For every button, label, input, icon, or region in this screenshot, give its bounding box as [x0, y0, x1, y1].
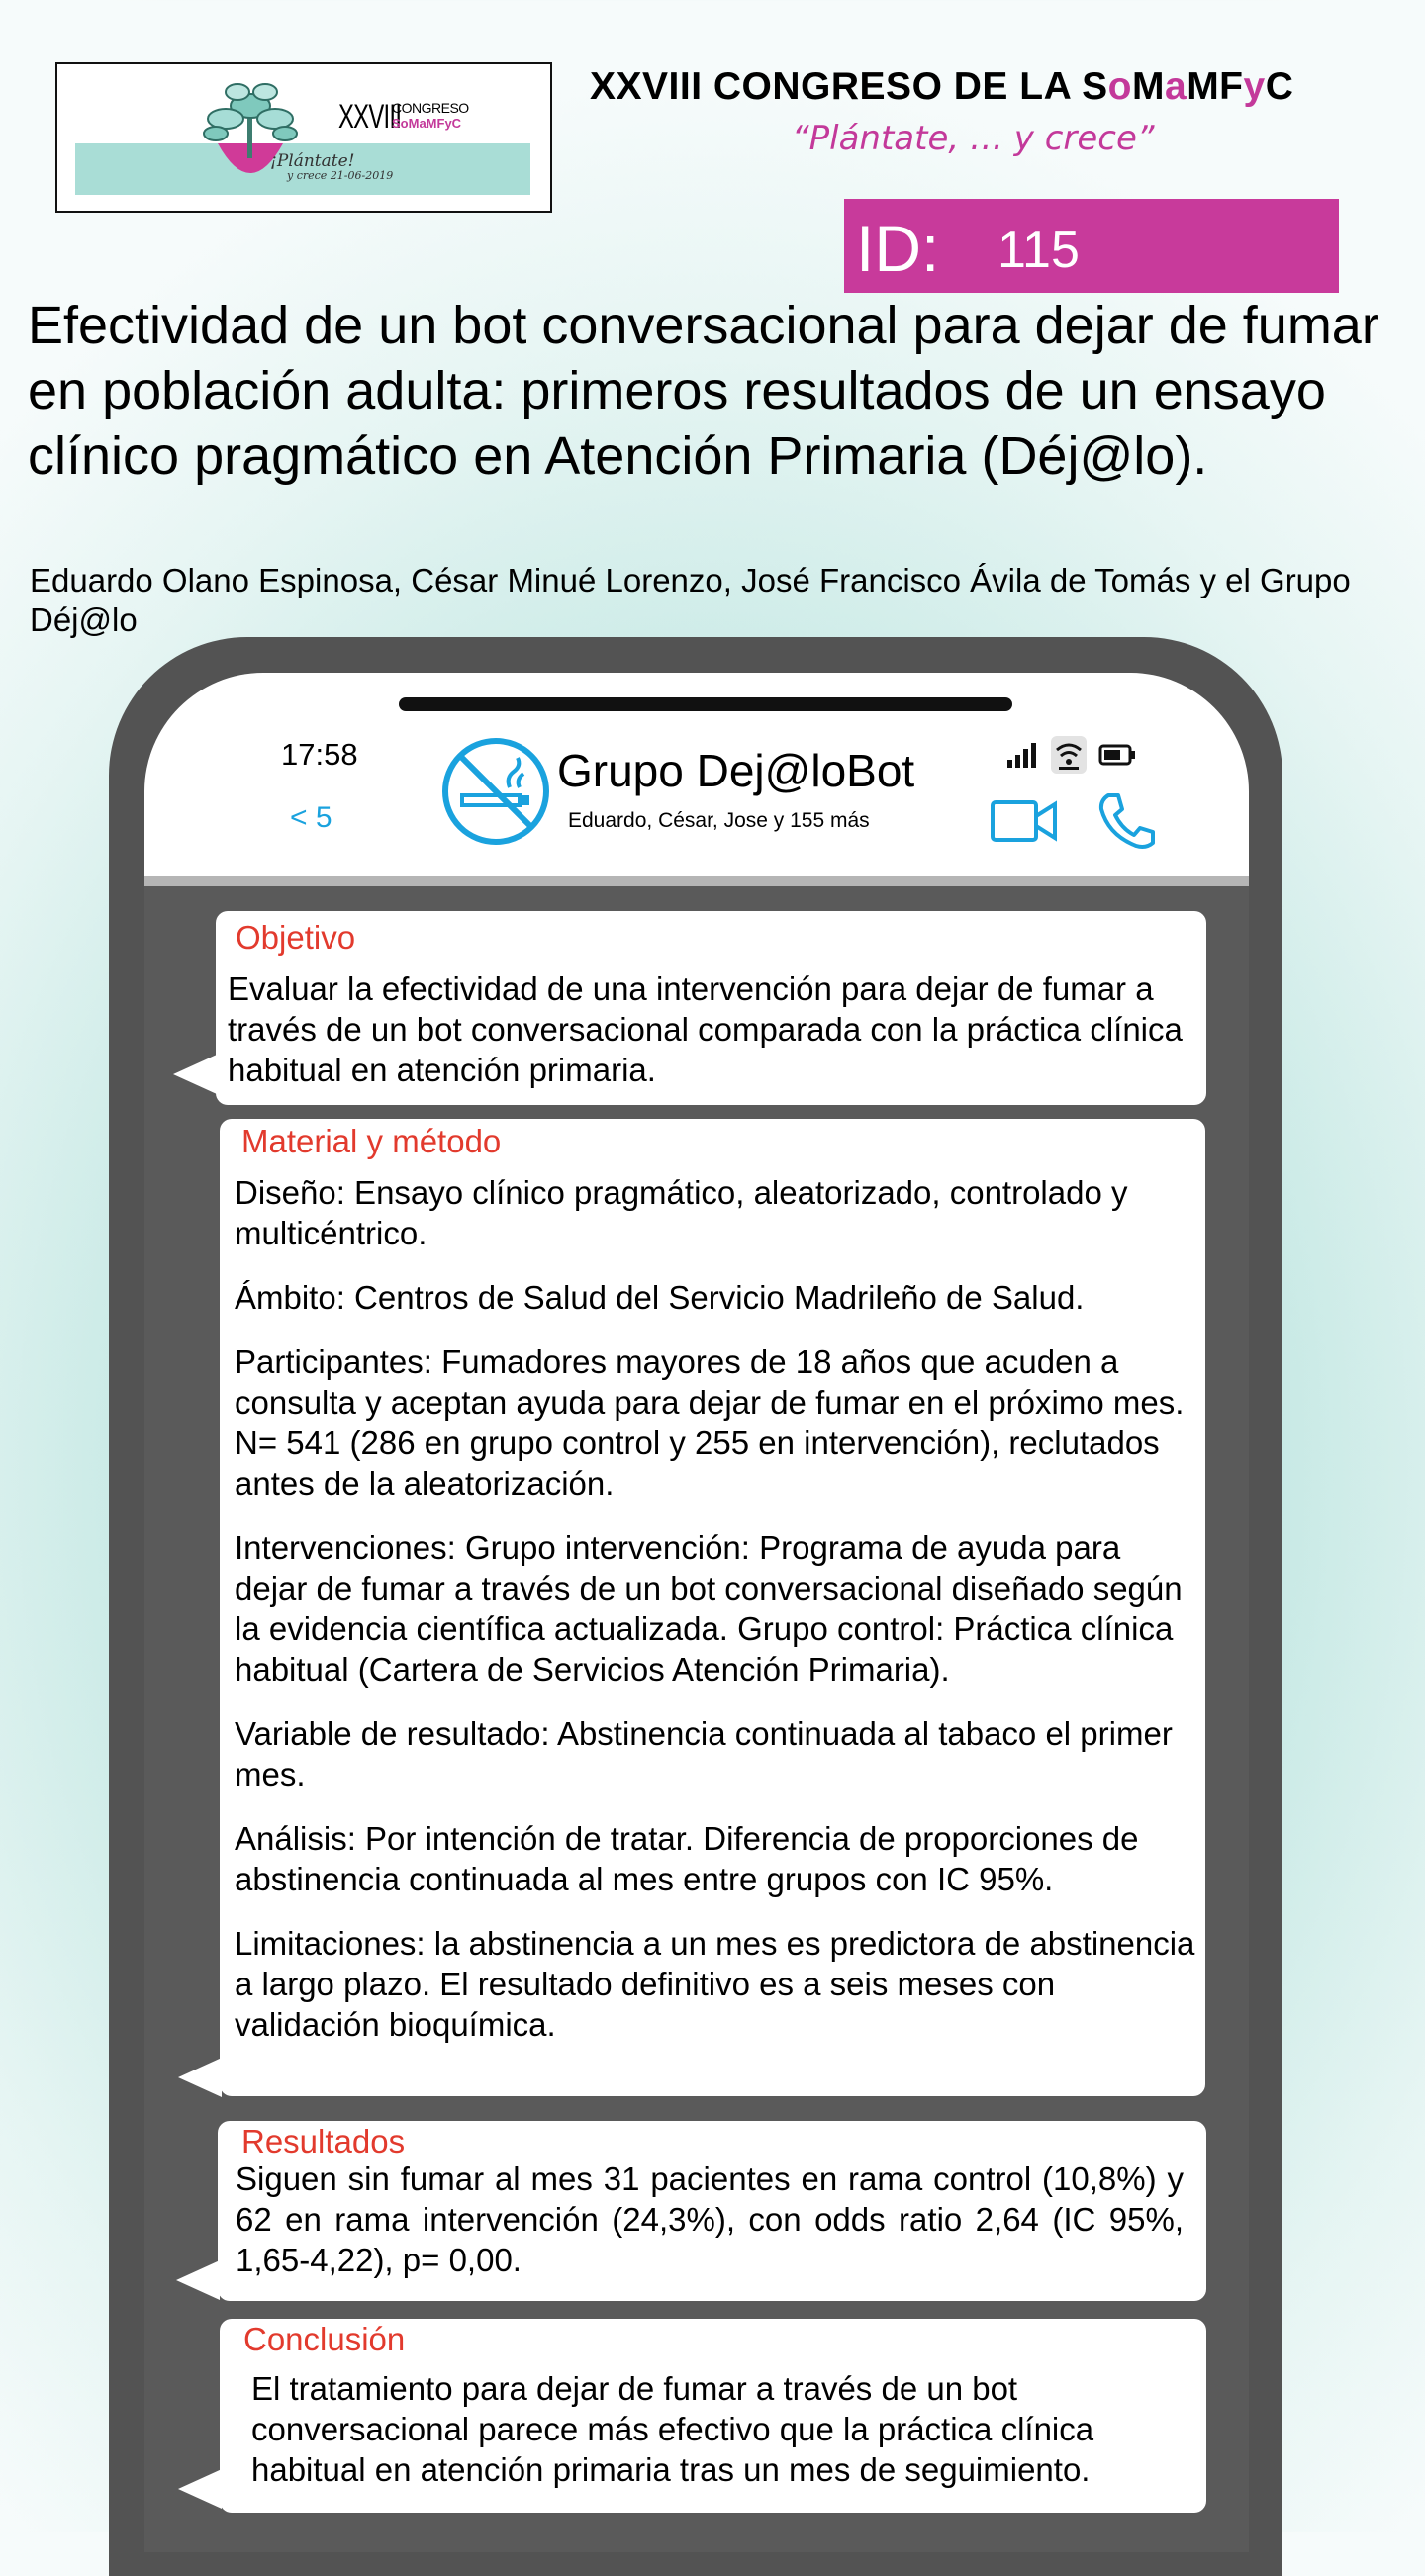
logo-roman-numeral: XXVIII	[338, 98, 402, 136]
poster-title: Efectividad de un bot conversacional para dejar de fumar en población adulta: primeros resultados de un ensayo clínico pragmático en Atención Primaria (Déj@lo).	[28, 296, 1379, 486]
resultados-heading: Resultados	[241, 2123, 406, 2160]
metodo-paragraph: Limitaciones: la abstinencia a un mes es predictora de abstinencia a largo plazo. El resultado definitivo es a seis meses con validación bioquímica.	[235, 1925, 1195, 2043]
metodo-heading: Material y método	[241, 1123, 502, 1159]
logo-slogan: ¡Plántate!	[270, 151, 355, 171]
metodo-paragraph: Intervenciones: Grupo intervención: Programa de ayuda para dejar de fumar a través de un bot conversacional diseñado según la evidencia científica actualizada. Grupo control: Práctica clínica habitual (Cartera de Servicios Atención Primaria).	[235, 1529, 1183, 1688]
bubble-tail	[178, 2058, 222, 2097]
poster-id-badge	[844, 199, 1339, 293]
metodo-paragraph: Análisis: Por intención de tratar. Diferencia de proporciones de abstinencia continuada al mes entre grupos con IC 95%.	[235, 1820, 1139, 1897]
metodo-paragraph: Variable de resultado: Abstinencia continuada al tabaco el primer mes.	[235, 1715, 1173, 1793]
id-label: ID:	[856, 212, 940, 285]
conclusion-bubble	[220, 2319, 1206, 2513]
authors: Eduardo Olano Espinosa, César Minué Lorenzo, José Francisco Ávila de Tomás y el Grupo Déj@lo	[30, 562, 1351, 638]
logo-congreso: CONGRESO	[392, 100, 469, 116]
chat-members: Eduardo, César, Jose y 155 más	[568, 809, 870, 832]
congress-title: XXVIII CONGRESO DE LA SoMaMFyC	[590, 65, 1294, 108]
metodo-paragraph: Participantes: Fumadores mayores de 18 años que acuden a consulta y aceptan ayuda para dejar de fumar en el próximo mes. N= 541 (286 en grupo control y 255 en intervención), reclutados antes de la aleatorización.	[235, 1343, 1185, 1502]
congress-motto: “Plántate, … y crece”	[792, 119, 1155, 158]
back-button[interactable]: < 5	[290, 801, 332, 834]
conclusion-text: El tratamiento para dejar de fumar a través de un bot conversacional parece más efectivo que la práctica clínica habitual en atención primaria tras un mes de seguimiento.	[251, 2370, 1094, 2488]
phone-speaker-notch	[399, 697, 1012, 711]
metodo-bubble	[220, 1119, 1205, 2096]
bubble-tail	[178, 2469, 222, 2509]
signal-wifi-battery-icons	[1005, 734, 1144, 776]
resultados-text: Siguen sin fumar al mes 31 pacientes en rama control (10,8%) y 62 en rama intervención (24,3%), con odds ratio 2,64 (IC 95%, 1,65-4,22), p= 0,00.	[236, 2161, 1184, 2278]
metodo-text	[235, 1172, 1199, 2069]
logo-society: SoMaMFyC	[392, 116, 462, 131]
objetivo-bubble	[216, 911, 1206, 1105]
status-time: 17:58	[281, 737, 358, 772]
no-smoking-icon	[440, 736, 551, 847]
objetivo-text: Evaluar la efectividad de una intervención para dejar de fumar a través de un bot conversacional comparada con la práctica clínica habitual en atención primaria.	[228, 970, 1183, 1088]
chat-group-name: Grupo Dej@loBot	[557, 745, 915, 796]
bubble-tail	[176, 2260, 220, 2300]
metodo-paragraph: Diseño: Ensayo clínico pragmático, aleatorizado, controlado y multicéntrico.	[235, 1174, 1128, 1251]
resultados-bubble	[218, 2121, 1206, 2301]
video-call-icon[interactable]	[990, 794, 1059, 848]
congress-logo	[55, 62, 552, 213]
phone-call-icon[interactable]	[1096, 791, 1156, 851]
objetivo-heading: Objetivo	[236, 919, 356, 956]
metodo-paragraph: Ámbito: Centros de Salud del Servicio Madrileño de Salud.	[235, 1279, 1085, 1316]
header-divider	[144, 876, 1249, 886]
logo-slogan-sub: y crece 21-06-2019	[287, 169, 394, 182]
conclusion-heading: Conclusión	[243, 2321, 406, 2357]
id-value: 115	[998, 222, 1080, 279]
bubble-tail	[173, 1055, 217, 1094]
